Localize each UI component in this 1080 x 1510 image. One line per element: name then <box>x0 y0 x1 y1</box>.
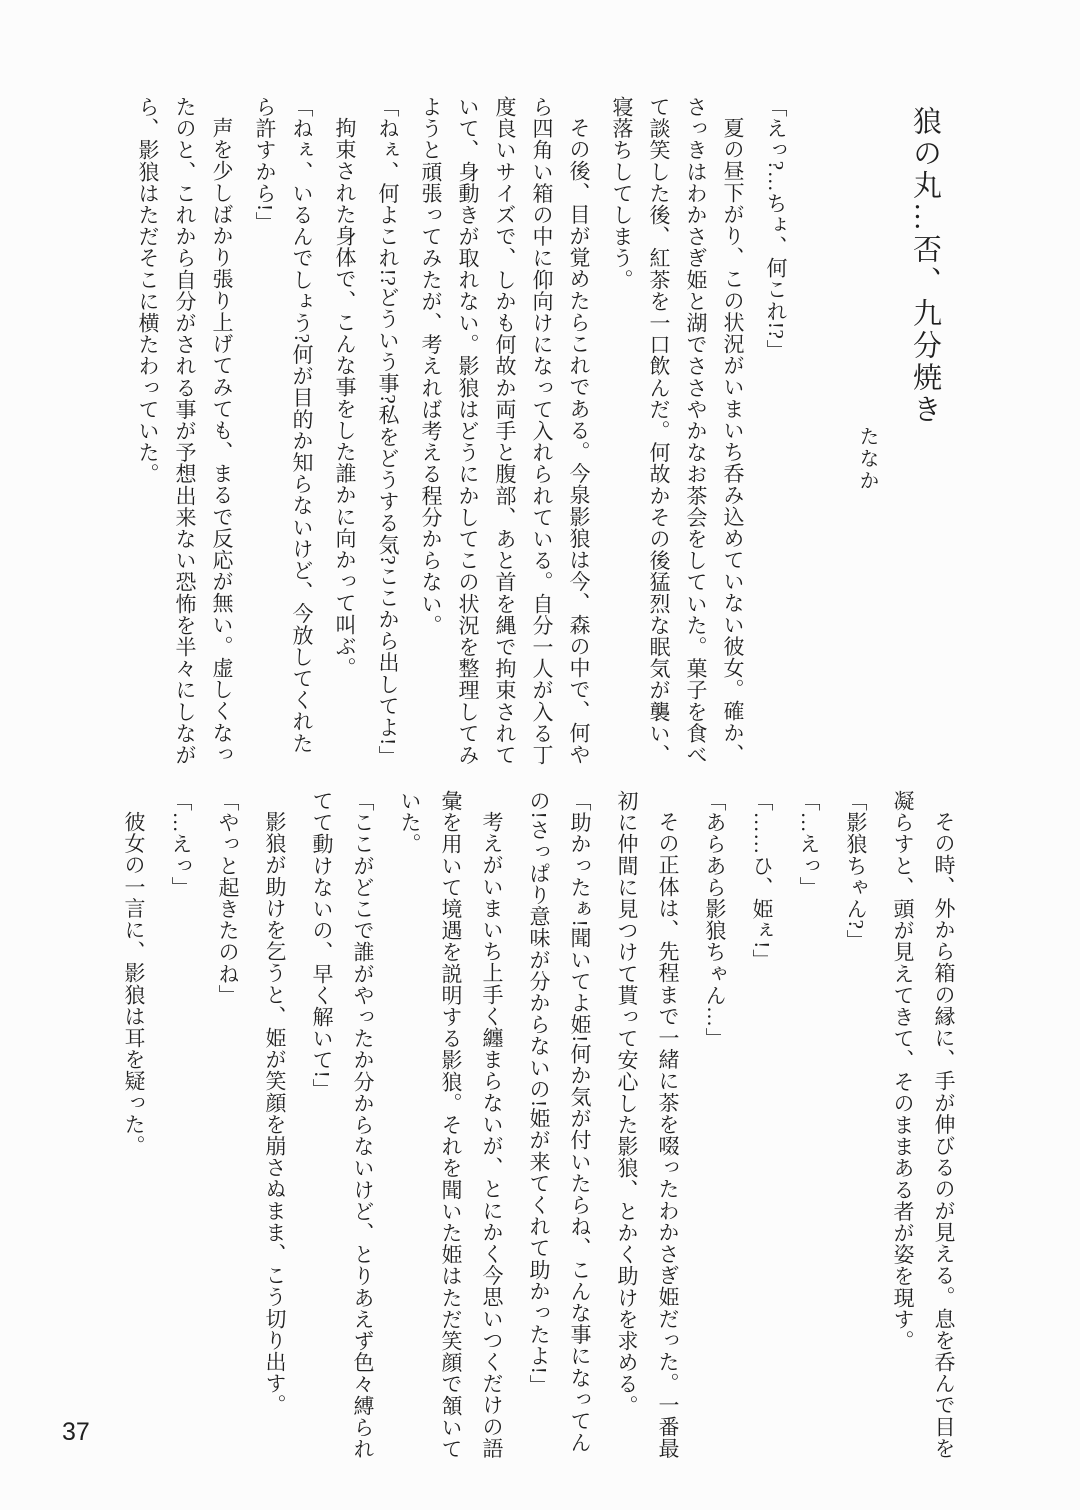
story-paragraph: 「ねぇ、何よこれ!?どういう事?私をどうする気?ここから出してよ!」 <box>376 96 400 768</box>
story-paragraph: 声を少しばかり張り上げてみても、まるで反応が無い。虚しくなったのと、これから自分がされる事が予想出来ない恐怖を半々にしながら、影狼はただそこに横たわっていた。 <box>136 96 234 766</box>
story-paragraph: 「……ひ、姫ぇ!」 <box>750 790 774 971</box>
story-paragraph: 「影狼ちゃん?」 <box>844 790 868 952</box>
story-paragraph: 拘束された身体で、こんな事をした誰かに向かって叫ぶ。 <box>333 117 357 679</box>
story-author: たなか <box>856 426 878 492</box>
text-block-upper <box>129 96 948 772</box>
page-number: 37 <box>62 1418 90 1446</box>
story-paragraph: その後、目が覚めたらこれである。今泉影狼は今、森の中で、何やら四角い箱の中に仰向けになって入れられている。自分一人が入る丁度良いサイズで、しかも何故か両手と腹部、あと首を縄で拘束されていて、身動きが取れない。影狼はどうにかしてこの状況を整理してみようと頑張ってみたが、考えれば考える程分からない。 <box>419 96 591 766</box>
story-paragraph: 「ねぇ、いるんでしょう?何が目的か知らないけど、今放してくれたら許すから!」 <box>253 96 314 754</box>
story-paragraph: 「ここがどこで誰がやったか分からないけど、とりあえず色々縛られてて動けないの、早く解いて!」 <box>310 790 375 1460</box>
story-paragraph: 「やっと起きたのね」 <box>216 790 240 1006</box>
story-paragraph: 「えっ?…ちょ、何これ!?」 <box>764 96 788 362</box>
story-paragraph: 「助かったぁ!聞いてよ姫!何か気が付いたらね、こんな事になってんの!さっぱり意味が分からないの!姫が来てくれて助かったよ!」 <box>527 790 592 1454</box>
story-title: 狼の丸…否、九分焼き <box>909 106 941 426</box>
story-paragraph: 考えがいまいち上手く纏まらないが、とにかく今思いつくだけの語彙を用いて境遇を説明する影狼。それを聞いた姫はただ笑顔で頷いていた。 <box>398 790 504 1460</box>
story-paragraph: 彼女の一言に、影狼は耳を疑った。 <box>122 811 146 1157</box>
story-paragraph: その正体は、先程まで一緒に茶を啜ったわかさぎ姫だった。一番最初に仲間に見つけて貰って安心した影狼、とかく助けを求める。 <box>615 790 680 1459</box>
story-paragraph: 夏の昼下がり、この状況がいまいち呑み込めていない彼女。確か、さっきはわかさぎ姫と湖でささやかなお茶会をしていた。菓子を食べて談笑した後、紅茶を一口飲んだ。何故かその後猛烈な眠気が襲い、寝落ちしてしまう。 <box>610 96 745 766</box>
story-paragraph: その時、外から箱の縁に、手が伸びるのが見える。息を呑んで目を凝らすと、頭が見えてきて、そのままある者が姿を現す。 <box>891 790 956 1459</box>
story-paragraph: 「…えっ」 <box>797 790 821 898</box>
story-paragraph: 「…えっ」 <box>169 790 193 898</box>
story-paragraph: 影狼が助けを乞うと、姫が笑顔を崩さぬまま、こう切り出す。 <box>263 811 287 1416</box>
story-paragraph: 「あらあら影狼ちゃん…」 <box>703 790 727 1050</box>
text-block-lower <box>113 790 964 1468</box>
